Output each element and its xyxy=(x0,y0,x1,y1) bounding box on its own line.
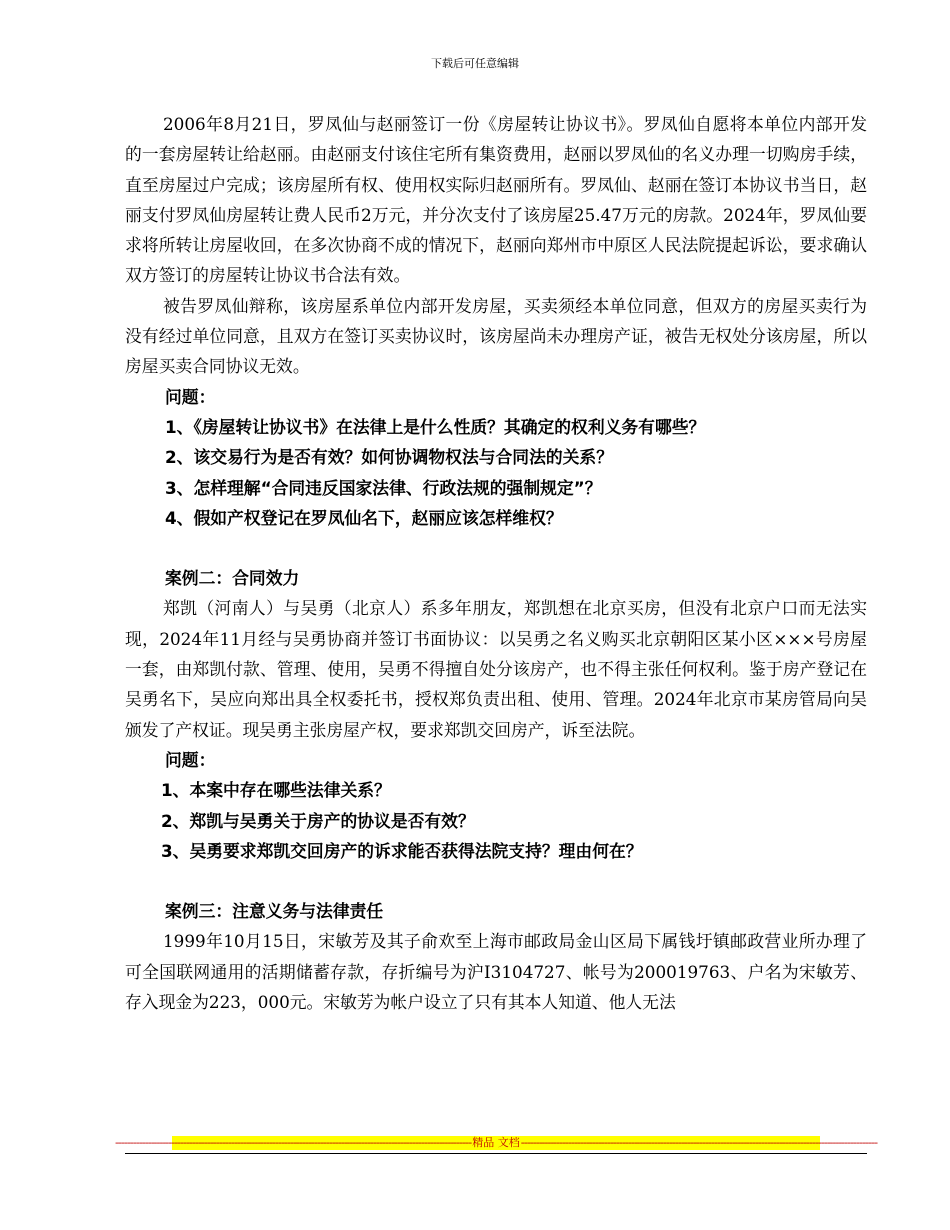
case1-question-4: 4、假如产权登记在罗凤仙名下，赵丽应该怎样维权？ xyxy=(165,507,563,528)
footer-label: 精品 文档 xyxy=(472,1136,520,1149)
footer-dashes-left: ------------------------------------------------------------------------------------------------------------------------ xyxy=(114,1136,472,1149)
case2-title: 案例二：合同效力 xyxy=(165,568,300,589)
case3-paragraph-1: 1999年10月15日，宋敏芳及其子俞欢至上海市邮政局金山区局下属钱圩镇邮政营业所办理了可全国联网通用的活期储蓄存款，存折编号为沪I3104727、帐号为200019763、户名为宋敏芳、存入现金为223，000元。宋敏芳为帐户设立了只有其本人知道、他人无法 xyxy=(125,931,867,1013)
case1-questions-label: 问题： xyxy=(165,386,216,407)
case1-question-3: 3、怎样理解“合同违反国家法律、行政法规的强制规定”？ xyxy=(165,477,602,498)
case1-paragraph-2: 被告罗凤仙辩称，该房屋系单位内部开发房屋，买卖须经本单位同意，但双方的房屋买卖行为没有经过单位同意，且双方在签订买卖协议时，该房屋尚未办理房产证，被告无权处分该房屋，所以房屋买卖合同协议无效。 xyxy=(125,295,867,377)
footer-dashes-right: ------------------------------------------------------------------------------------------------------------------------ xyxy=(520,1136,878,1149)
case2-questions-label: 问题： xyxy=(165,749,216,770)
page-header-note: 下载后可任意编辑 xyxy=(431,57,519,70)
case2-question-1: 1、本案中存在哪些法律关系？ xyxy=(161,780,391,801)
case1-question-1: 1、《房屋转让协议书》在法律上是什么性质？其确定的权利义务有哪些？ xyxy=(165,416,706,437)
spacer xyxy=(125,533,867,563)
footer-rule xyxy=(125,1153,867,1154)
case2-question-2: 2、郑凯与吴勇关于房产的协议是否有效？ xyxy=(161,810,475,831)
case2-paragraph-1: 郑凯（河南人）与吴勇（北京人）系多年朋友，郑凯想在北京买房，但没有北京户口而无法实现，2024年11月经与吴勇协商并签订书面协议：以吴勇之名义购买北京朝阳区某小区×××号房屋一套，由郑凯付款、管理、使用，吴勇不得擅自处分该房产，也不得主张任何权利。鉴于房产登记在吴勇名下，吴应向郑出具全权委托书，授权郑负责出租、使用、管理。2024年北京市某房管局向吴颁发了产权证。现吴勇主张房屋产权，要求郑凯交回房产，诉至法院。 xyxy=(125,598,867,740)
footer-banner xyxy=(114,1136,878,1150)
case1-question-2: 2、该交易行为是否有效？如何协调物权法与合同法的关系？ xyxy=(165,447,613,468)
case3-title: 案例三：注意义务与法律责任 xyxy=(165,901,384,922)
spacer xyxy=(125,866,867,896)
case1-paragraph-1: 2006年8月21日，罗凤仙与赵丽签订一份《房屋转让协议书》。罗凤仙自愿将本单位内部开发的一套房屋转让给赵丽。由赵丽支付该住宅所有集资费用，赵丽以罗凤仙的名义办理一切购房手续，直至房屋过户完成；该房屋所有权、使用权实际归赵丽所有。罗凤仙、赵丽在签订本协议书当日，赵丽支付罗凤仙房屋转让费人民币2万元，并分次支付了该房屋25.47万元的房款。2024年，罗凤仙要求将所转让房屋收回，在多次协商不成的情况下，赵丽向郑州市中原区人民法院提起诉讼，要求确认双方签订的房屋转让协议书合法有效。 xyxy=(125,114,867,286)
document-body xyxy=(125,109,867,1017)
case2-question-3: 3、吴勇要求郑凯交回房产的诉求能否获得法院支持？理由何在？ xyxy=(161,840,643,861)
